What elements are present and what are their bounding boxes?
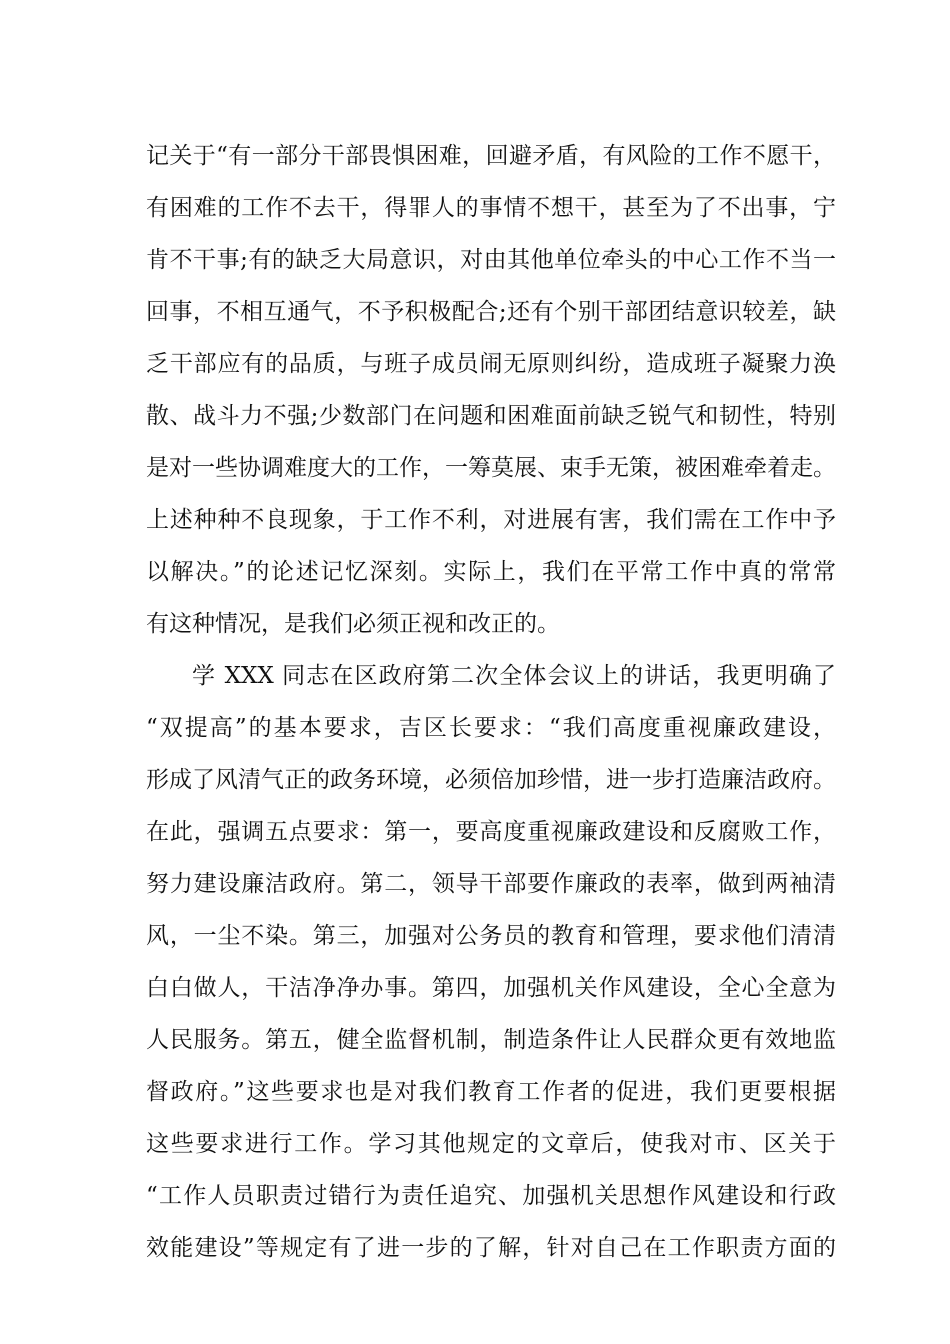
body-text (146, 130, 836, 1274)
text-line: 效能建设”等规定有了进一步的了解，针对自己在工作职责方面的 (146, 1235, 836, 1261)
text-line: 风，一尘不染。第三，加强对公务员的教育和管理，要求他们清清 (146, 923, 836, 949)
text-line: 有困难的工作不去干，得罪人的事情不想干，甚至为了不出事，宁 (146, 195, 836, 221)
text-line: 在此，强调五点要求：第一，要高度重视廉政建设和反腐败工作， (146, 819, 836, 845)
text-line: “双提高”的基本要求，吉区长要求：“我们高度重视廉政建设， (146, 715, 836, 741)
text-line: 记关于“有一部分干部畏惧困难，回避矛盾，有风险的工作不愿干， (146, 143, 836, 169)
text-line: 努力建设廉洁政府。第二，领导干部要作廉政的表率，做到两袖清 (146, 871, 836, 897)
text-line: 以解决。”的论述记忆深刻。实际上，我们在平常工作中真的常常 (146, 559, 836, 585)
text-line: 形成了风清气正的政务环境，必须倍加珍惜，进一步打造廉洁政府。 (146, 767, 836, 793)
text-line: 上述种种不良现象，于工作不利，对进展有害，我们需在工作中予 (146, 507, 836, 533)
text-line: 有这种情况，是我们必须正视和改正的。 (146, 611, 560, 637)
text-line: 人民服务。第五，健全监督机制，制造条件让人民群众更有效地监 (146, 1027, 836, 1053)
text-line: 学 XXX 同志在区政府第二次全体会议上的讲话，我更明确了 (192, 663, 836, 689)
text-line: 散、战斗力不强;少数部门在问题和困难面前缺乏锐气和韧性，特别 (146, 403, 836, 429)
text-line: 回事，不相互通气，不予积极配合;还有个别干部团结意识较差，缺 (146, 299, 836, 325)
text-line: 督政府。”这些要求也是对我们教育工作者的促进，我们更要根据 (146, 1079, 836, 1105)
text-line: 这些要求进行工作。学习其他规定的文章后，使我对市、区关于 (146, 1131, 836, 1157)
text-line: 白白做人，干洁净净办事。第四，加强机关作风建设，全心全意为 (146, 975, 836, 1001)
text-line: 是对一些协调难度大的工作，一筹莫展、束手无策，被困难牵着走。 (146, 455, 836, 481)
text-line: 乏干部应有的品质，与班子成员闹无原则纠纷，造成班子凝聚力涣 (146, 351, 836, 377)
text-line: 肯不干事;有的缺乏大局意识，对由其他单位牵头的中心工作不当一 (146, 247, 836, 273)
text-line: “工作人员职责过错行为责任追究、加强机关思想作风建设和行政 (146, 1183, 836, 1209)
